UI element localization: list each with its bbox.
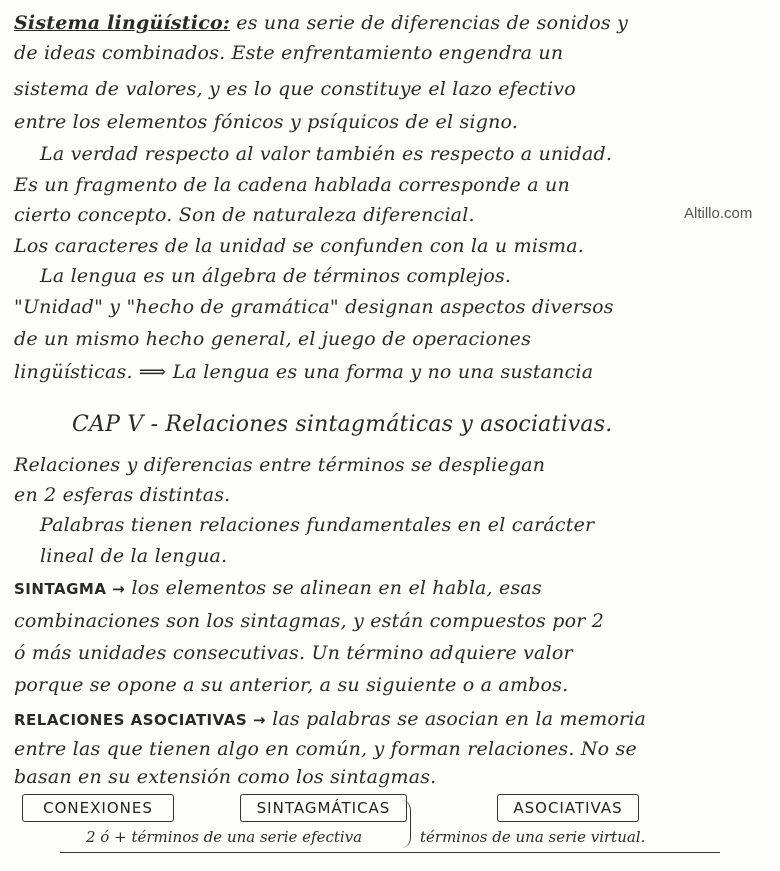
term-heading: Sistema lingüístico:: [14, 12, 231, 34]
text-line-1: [14, 10, 628, 36]
text-line-17: [14, 575, 542, 602]
text-line-10: "Unidad" y "hecho de gramática" designan aspectos diversos: [14, 296, 614, 318]
text-line-14: en 2 esferas distintas.: [14, 484, 231, 506]
relaciones-asociativas-label: RELACIONES ASOCIATIVAS →: [14, 711, 266, 729]
line-text: los elementos se alinean en el habla, esas: [131, 577, 542, 599]
sintagma-label: SINTAGMA →: [14, 580, 126, 598]
footer-left-text: 2 ó + términos de una serie efectiva: [86, 828, 363, 846]
text-line-6: Es un fragmento de la cadena hablada corresponde a un: [14, 174, 570, 196]
text-line-18: combinaciones son los sintagmas, y están compuestos por 2: [14, 610, 605, 632]
box-conexiones: CONEXIONES: [22, 794, 174, 822]
text-line-20: porque se opone a su anterior, a su siguiente o a ambos.: [14, 674, 569, 696]
line-text: es una serie de diferencias de sonidos y: [236, 12, 629, 34]
footer-right-text: términos de una serie virtual.: [420, 828, 646, 846]
text-line-16: lineal de la lengua.: [40, 545, 228, 567]
box-sintagmaticas: SINTAGMÁTICAS: [240, 794, 407, 822]
text-line-12: lingüísticas. ⟹ La lengua es una forma y no una sustancia: [14, 361, 594, 383]
text-line-19: ó más unidades consecutivas. Un término adquiere valor: [14, 642, 573, 664]
text-line-7: cierto concepto. Son de naturaleza diferencial.: [14, 204, 475, 226]
text-line-21: [14, 706, 646, 733]
text-line-22: entre las que tienen algo en común, y forman relaciones. No se: [14, 738, 637, 760]
text-line-2: de ideas combinados. Este enfrentamiento engendra un: [14, 42, 564, 64]
text-line-9: La lengua es un álgebra de términos complejos.: [40, 265, 512, 287]
text-line-13: Relaciones y diferencias entre términos se despliegan: [14, 454, 546, 476]
brace-divider: [400, 800, 411, 848]
text-line-4: entre los elementos fónicos y psíquicos de el signo.: [14, 111, 519, 133]
box-asociativas: ASOCIATIVAS: [497, 794, 639, 822]
text-line-11: de un mismo hecho general, el juego de operaciones: [14, 328, 532, 350]
footer-underline: [60, 852, 720, 853]
text-line-5: La verdad respecto al valor también es respecto a unidad.: [40, 143, 613, 165]
text-line-23: basan en su extensión como los sintagmas.: [14, 766, 437, 788]
text-line-3: sistema de valores, y es lo que constituye el lazo efectivo: [14, 78, 576, 100]
text-line-15: Palabras tienen relaciones fundamentales en el carácter: [40, 514, 595, 536]
line-text: las palabras se asocian en la memoria: [272, 708, 647, 730]
watermark-text: Altillo.com: [684, 205, 753, 222]
chapter-heading: CAP V - Relaciones sintagmáticas y asociativas.: [72, 412, 613, 437]
text-line-8: Los caracteres de la unidad se confunden con la u misma.: [14, 235, 585, 257]
